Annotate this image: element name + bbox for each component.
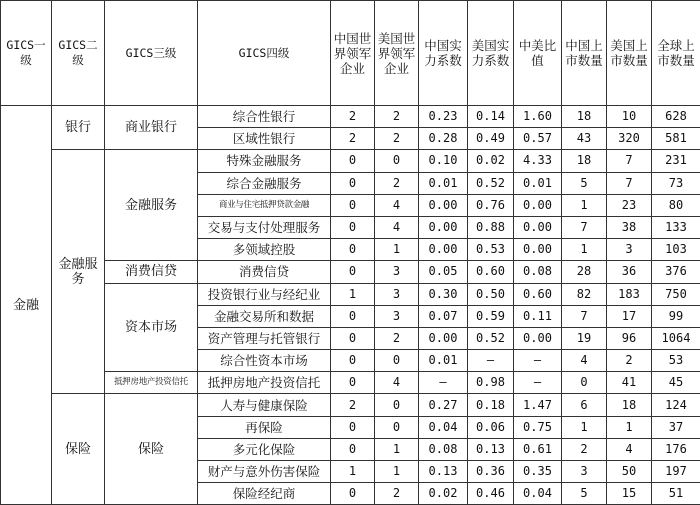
cn-listed-cell: 1	[562, 194, 607, 216]
ratio-cell: 0.04	[514, 483, 562, 505]
table-row	[1, 283, 700, 305]
us-top-cell: 2	[375, 327, 419, 349]
us-top-cell: 2	[375, 106, 419, 128]
sub-industry-cell: 资产管理与托管银行	[198, 327, 331, 349]
us-top-cell: 0	[375, 416, 419, 438]
us-strength-cell: 0.13	[468, 438, 514, 460]
us-strength-cell: 0.88	[468, 216, 514, 238]
level2-insurance: 保险	[52, 394, 105, 505]
global-listed-cell: 628	[652, 106, 700, 128]
cn-top-cell: 0	[331, 372, 375, 394]
us-listed-cell: 7	[607, 150, 652, 172]
us-top-cell: 3	[375, 283, 419, 305]
cn-strength-cell: 0.00	[419, 216, 468, 238]
global-listed-cell: 1064	[652, 327, 700, 349]
ratio-cell: 0.00	[514, 327, 562, 349]
cn-listed-cell: 6	[562, 394, 607, 416]
sub-industry-cell: 再保险	[198, 416, 331, 438]
header-row	[1, 1, 700, 106]
us-listed-cell: 7	[607, 172, 652, 194]
us-strength-cell: 0.53	[468, 239, 514, 261]
us-top-cell: 0	[375, 150, 419, 172]
cn-listed-cell: 18	[562, 106, 607, 128]
ratio-cell: 0.35	[514, 461, 562, 483]
us-strength-cell: 0.98	[468, 372, 514, 394]
us-top-cell: 1	[375, 438, 419, 460]
global-listed-cell: 133	[652, 216, 700, 238]
header-cn-listed: 中国上市数量	[562, 1, 607, 106]
ratio-cell: 0.75	[514, 416, 562, 438]
us-top-cell: 4	[375, 372, 419, 394]
ratio-cell: 0.00	[514, 194, 562, 216]
global-listed-cell: 73	[652, 172, 700, 194]
global-listed-cell: 176	[652, 438, 700, 460]
ratio-cell: 1.60	[514, 106, 562, 128]
level2-bank: 银行	[52, 106, 105, 150]
cn-listed-cell: 7	[562, 216, 607, 238]
ratio-cell: 0.57	[514, 128, 562, 150]
level3-consumer-credit: 消费信贷	[105, 261, 198, 283]
cn-strength-cell: 0.05	[419, 261, 468, 283]
us-strength-cell: 0.36	[468, 461, 514, 483]
cn-strength-cell: 0.01	[419, 350, 468, 372]
header-cn-top: 中国世界领军企业	[331, 1, 375, 106]
cn-top-cell: 2	[331, 394, 375, 416]
cn-top-cell: 1	[331, 283, 375, 305]
sub-industry-cell: 投资银行业与经纪业	[198, 283, 331, 305]
global-listed-cell: 124	[652, 394, 700, 416]
sub-industry-cell: 综合性银行	[198, 106, 331, 128]
level3-insurance: 保险	[105, 394, 198, 505]
cn-strength-cell: 0.28	[419, 128, 468, 150]
cn-strength-cell: 0.02	[419, 483, 468, 505]
cn-listed-cell: 3	[562, 461, 607, 483]
table-row	[1, 106, 700, 128]
sub-industry-cell: 综合金融服务	[198, 172, 331, 194]
us-listed-cell: 15	[607, 483, 652, 505]
level3-mortgage-reit: 抵押房地产投资信托	[105, 372, 198, 394]
level3-capital-markets: 资本市场	[105, 283, 198, 372]
cn-strength-cell: 0.00	[419, 327, 468, 349]
us-top-cell: 3	[375, 261, 419, 283]
cn-listed-cell: 7	[562, 305, 607, 327]
global-listed-cell: 51	[652, 483, 700, 505]
header-us-listed: 美国上市数量	[607, 1, 652, 106]
header-gics-l3: GICS三级	[105, 1, 198, 106]
us-listed-cell: 2	[607, 350, 652, 372]
cn-strength-cell: 0.00	[419, 239, 468, 261]
level3-fin-services: 金融服务	[105, 150, 198, 261]
ratio-cell: 0.61	[514, 438, 562, 460]
sub-industry-cell: 抵押房地产投资信托	[198, 372, 331, 394]
us-strength-cell: 0.06	[468, 416, 514, 438]
us-strength-cell: 0.49	[468, 128, 514, 150]
us-listed-cell: 96	[607, 327, 652, 349]
cn-strength-cell: 0.10	[419, 150, 468, 172]
us-strength-cell: 0.50	[468, 283, 514, 305]
us-listed-cell: 1	[607, 416, 652, 438]
cn-top-cell: 0	[331, 194, 375, 216]
global-listed-cell: 750	[652, 283, 700, 305]
cn-top-cell: 0	[331, 327, 375, 349]
sub-industry-cell: 多领域控股	[198, 239, 331, 261]
cn-top-cell: 0	[331, 261, 375, 283]
sub-industry-cell: 商业与住宅抵押贷款金融	[198, 194, 331, 216]
us-listed-cell: 3	[607, 239, 652, 261]
us-listed-cell: 4	[607, 438, 652, 460]
global-listed-cell: 376	[652, 261, 700, 283]
global-listed-cell: 53	[652, 350, 700, 372]
global-listed-cell: 197	[652, 461, 700, 483]
sub-industry-cell: 综合性资本市场	[198, 350, 331, 372]
cn-top-cell: 0	[331, 239, 375, 261]
cn-listed-cell: 19	[562, 327, 607, 349]
cn-top-cell: 1	[331, 461, 375, 483]
cn-strength-cell: 0.23	[419, 106, 468, 128]
ratio-cell: 0.00	[514, 239, 562, 261]
cn-strength-cell: 0.13	[419, 461, 468, 483]
header-global-listed: 全球上市数量	[652, 1, 700, 106]
us-listed-cell: 18	[607, 394, 652, 416]
table-header	[1, 1, 700, 106]
us-strength-cell: 0.52	[468, 327, 514, 349]
cn-top-cell: 0	[331, 216, 375, 238]
us-top-cell: 4	[375, 194, 419, 216]
us-strength-cell: 0.76	[468, 194, 514, 216]
us-strength-cell: 0.52	[468, 172, 514, 194]
ratio-cell: 0.08	[514, 261, 562, 283]
level1-finance: 金融	[1, 106, 52, 505]
cn-top-cell: 0	[331, 172, 375, 194]
header-cn-strength: 中国实力系数	[419, 1, 468, 106]
header-gics-l4: GICS四级	[198, 1, 331, 106]
us-listed-cell: 183	[607, 283, 652, 305]
cn-listed-cell: 1	[562, 239, 607, 261]
us-listed-cell: 38	[607, 216, 652, 238]
sub-industry-cell: 保险经纪商	[198, 483, 331, 505]
sub-industry-cell: 交易与支付处理服务	[198, 216, 331, 238]
cn-strength-cell: 0.30	[419, 283, 468, 305]
cn-listed-cell: 43	[562, 128, 607, 150]
us-strength-cell: 0.14	[468, 106, 514, 128]
us-listed-cell: 23	[607, 194, 652, 216]
global-listed-cell: 581	[652, 128, 700, 150]
table-row	[1, 372, 700, 394]
cn-listed-cell: 82	[562, 283, 607, 305]
us-top-cell: 0	[375, 394, 419, 416]
us-strength-cell: 0.02	[468, 150, 514, 172]
cn-listed-cell: 1	[562, 416, 607, 438]
us-strength-cell: 0.59	[468, 305, 514, 327]
sub-industry-cell: 特殊金融服务	[198, 150, 331, 172]
us-top-cell: 4	[375, 216, 419, 238]
cn-top-cell: 0	[331, 150, 375, 172]
cn-strength-cell: 0.07	[419, 305, 468, 327]
ratio-cell: 0.00	[514, 216, 562, 238]
sub-industry-cell: 金融交易所和数据	[198, 305, 331, 327]
cn-top-cell: 0	[331, 305, 375, 327]
header-us-strength: 美国实力系数	[468, 1, 514, 106]
us-top-cell: 1	[375, 239, 419, 261]
header-us-top: 美国世界领军企业	[375, 1, 419, 106]
cn-listed-cell: 2	[562, 438, 607, 460]
us-listed-cell: 36	[607, 261, 652, 283]
global-listed-cell: 99	[652, 305, 700, 327]
cn-top-cell: 0	[331, 416, 375, 438]
us-top-cell: 3	[375, 305, 419, 327]
us-top-cell: 2	[375, 128, 419, 150]
cn-strength-cell: 0.08	[419, 438, 468, 460]
global-listed-cell: 37	[652, 416, 700, 438]
sub-industry-cell: 区域性银行	[198, 128, 331, 150]
cn-listed-cell: 5	[562, 172, 607, 194]
level3-commercial-bank: 商业银行	[105, 106, 198, 150]
us-listed-cell: 10	[607, 106, 652, 128]
table-body	[1, 106, 700, 505]
table-row	[1, 261, 700, 283]
cn-strength-cell: 0.27	[419, 394, 468, 416]
cn-top-cell: 0	[331, 438, 375, 460]
us-listed-cell: 17	[607, 305, 652, 327]
table-row	[1, 150, 700, 172]
cn-top-cell: 0	[331, 483, 375, 505]
global-listed-cell: 45	[652, 372, 700, 394]
cn-strength-cell: 0.01	[419, 172, 468, 194]
global-listed-cell: 231	[652, 150, 700, 172]
us-strength-cell: 0.46	[468, 483, 514, 505]
cn-top-cell: 2	[331, 106, 375, 128]
us-strength-cell: 0.60	[468, 261, 514, 283]
us-listed-cell: 50	[607, 461, 652, 483]
ratio-cell: 0.60	[514, 283, 562, 305]
level2-fin-services: 金融服务	[52, 150, 105, 394]
sub-industry-cell: 人寿与健康保险	[198, 394, 331, 416]
cn-listed-cell: 0	[562, 372, 607, 394]
cn-listed-cell: 5	[562, 483, 607, 505]
us-top-cell: 2	[375, 172, 419, 194]
cn-listed-cell: 4	[562, 350, 607, 372]
global-listed-cell: 103	[652, 239, 700, 261]
us-top-cell: 1	[375, 461, 419, 483]
ratio-cell: –	[514, 350, 562, 372]
sub-industry-cell: 消费信贷	[198, 261, 331, 283]
sub-industry-cell: 多元化保险	[198, 438, 331, 460]
cn-listed-cell: 28	[562, 261, 607, 283]
header-gics-l1: GICS一级	[1, 1, 52, 106]
cn-top-cell: 2	[331, 128, 375, 150]
us-top-cell: 0	[375, 350, 419, 372]
header-gics-l2: GICS二级	[52, 1, 105, 106]
global-listed-cell: 80	[652, 194, 700, 216]
sub-industry-cell: 财产与意外伤害保险	[198, 461, 331, 483]
ratio-cell: 0.11	[514, 305, 562, 327]
ratio-cell: 4.33	[514, 150, 562, 172]
us-listed-cell: 41	[607, 372, 652, 394]
cn-top-cell: 0	[331, 350, 375, 372]
cn-strength-cell: 0.04	[419, 416, 468, 438]
cn-strength-cell: –	[419, 372, 468, 394]
ratio-cell: –	[514, 372, 562, 394]
header-ratio: 中美比值	[514, 1, 562, 106]
us-strength-cell: –	[468, 350, 514, 372]
table-row	[1, 394, 700, 416]
cn-strength-cell: 0.00	[419, 194, 468, 216]
ratio-cell: 0.01	[514, 172, 562, 194]
cn-listed-cell: 18	[562, 150, 607, 172]
us-listed-cell: 320	[607, 128, 652, 150]
us-strength-cell: 0.18	[468, 394, 514, 416]
us-top-cell: 2	[375, 483, 419, 505]
ratio-cell: 1.47	[514, 394, 562, 416]
